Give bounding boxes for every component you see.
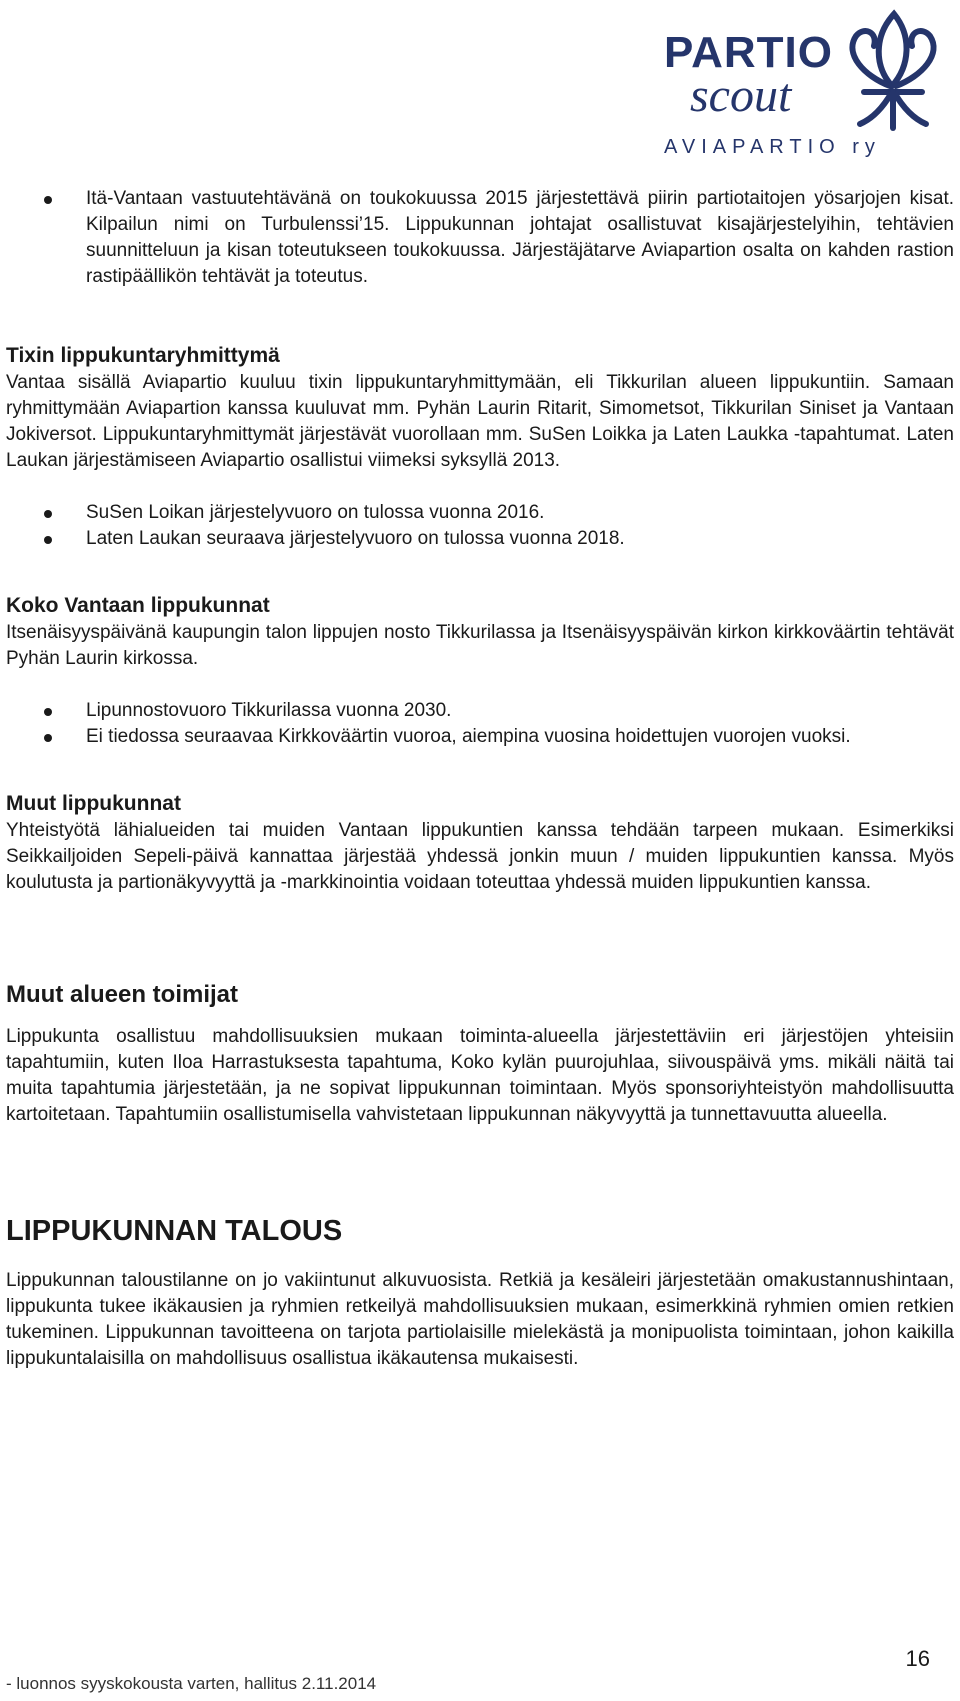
section-heading-tixin: Tixin lippukuntaryhmittymä (6, 344, 280, 367)
list-item (6, 186, 954, 290)
bullet-dot (44, 708, 52, 716)
section-heading-muut-alueen-toimijat: Muut alueen toimijat (6, 981, 239, 1008)
bullet-dot (44, 536, 52, 544)
footer-note: - luonnos syyskokousta varten, hallitus 2.11.2014 (6, 1674, 377, 1693)
logo-partio-text: PARTIO (664, 28, 833, 77)
list-item (6, 500, 954, 526)
list-item-text: Lipunnostovuoro Tikkurilassa vuonna 2030. (86, 700, 452, 721)
logo-scout-text: scout (690, 69, 792, 122)
section-body-talous: Lippukunnan taloustilanne on jo vakiintunut alkuvuosista. Retkiä ja kesäleiri järjestetään omakustannushintaan, lippukunta tukee ikäkausien ja ryhmien retkeilyä mahdollisuuksien mukaan, esimerkkinä ryhmien omien retkien tukeminen. Lippukunnan tavoitteena on tarjota partiolaisille mielekästä ja monipuolista toimintaan, johon kaikilla lippukuntalaisilla on mahdollisuus osallistua ikäkautensa mukaisesti. (6, 1270, 954, 1369)
list-item-text: Laten Laukan seuraava järjestelyvuoro on tulossa vuonna 2018. (86, 528, 625, 549)
list-item (6, 724, 954, 750)
list-item-text: Itä-Vantaan vastuutehtävänä on toukokuussa 2015 järjestettävä piirin partiotaitojen yösarjojen kisat. Kilpailun nimi on Turbulenssi’15. Lippukunnan johtajat osallistuvat kisajärjestelyihin, tehtävien suunnitteluun ja kisan toteutukseen toukokuussa. Järjestäjätarve Aviapartion osalta on kahden rastion rastipäällikön tehtävät ja toteutus. (86, 188, 954, 287)
koko-bullet-list (6, 698, 954, 750)
section-body-muut-lippukunnat: Yhteistyötä lähialueiden tai muiden Vantaan lippukuntien kanssa tehdään tarpeen mukaan. Esimerkiksi Seikkailjoiden Sepeli-päivä kannattaa järjestää yhdessä jonkin muun / muiden lippukuntien kanssa. Myös koulutusta ja partionäkyvyyttä ja -markkinointia voidaan toteuttaa yhdessä muiden lippukuntien kanssa. (6, 820, 954, 893)
fleur-de-lis-icon (834, 6, 952, 136)
tixin-bullet-list (6, 500, 954, 552)
section-body-tixin: Vantaa sisällä Aviapartio kuuluu tixin lippukuntaryhmittymään, eli Tikkurilan alueen lippukuntiin. Samaan ryhmittymään Aviapartion kanssa kuuluvat mm. Pyhän Laurin Ritarit, Simometsot, Tikkurilan Siniset ja Vantaan Jokiversot. Lippukuntaryhmittymät järjestävät vuorollaan mm. SuSen Loikka ja Laten Laukka -tapahtumat. Laten Laukan järjestämiseen Aviapartio osallistui viimeksi syksyllä 2013. (6, 372, 954, 471)
list-item (6, 698, 954, 724)
section-body-koko: Itsenäisyyspäivänä kaupungin talon lippujen nosto Tikkurilassa ja Itsenäisyyspäivän kirkon kirkkoväärtin tehtävät Pyhän Laurin kirkossa. (6, 622, 954, 669)
page-number: 16 (905, 1646, 930, 1671)
section-heading-talous: LIPPUKUNNAN TALOUS (6, 1215, 343, 1247)
list-item-text: SuSen Loikan järjestelyvuoro on tulossa vuonna 2016. (86, 502, 545, 523)
section-heading-koko: Koko Vantaan lippukunnat (6, 594, 270, 617)
section-body-muut-alueen-toimijat: Lippukunta osallistuu mahdollisuuksien mukaan toiminta-alueella järjestettäviin eri järjestöjen yhteisiin tapahtumiin, kuten Iloa Harrastuksesta tapahtuma, Koko kylän puurojuhlaa, siivouspäivä yms. mikäli näitä tai muita tapahtumia järjestetään, ja ne sopivat lippukunnan toimintaan. Myös sponsoriyhteistyön mahdollisuutta kartoitetaan. Tapahtumiin osallistumisella vahvistetaan lippukunnan näkyvyyttä ja tunnettavuutta alueella. (6, 1026, 954, 1125)
list-item-text: Ei tiedossa seuraavaa Kirkkoväärtin vuoroa, aiempina vuosina hoidettujen vuorojen vuoksi. (86, 726, 851, 747)
bullet-dot (44, 734, 52, 742)
intro-bullet-list (6, 186, 954, 290)
bullet-dot (44, 510, 52, 518)
list-item (6, 526, 954, 552)
bullet-dot (44, 196, 52, 204)
logo-subtitle: AVIAPARTIO ry (664, 136, 881, 158)
document-body (6, 186, 954, 1372)
partio-scout-logo (644, 6, 954, 161)
section-heading-muut-lippukunnat: Muut lippukunnat (6, 792, 181, 815)
